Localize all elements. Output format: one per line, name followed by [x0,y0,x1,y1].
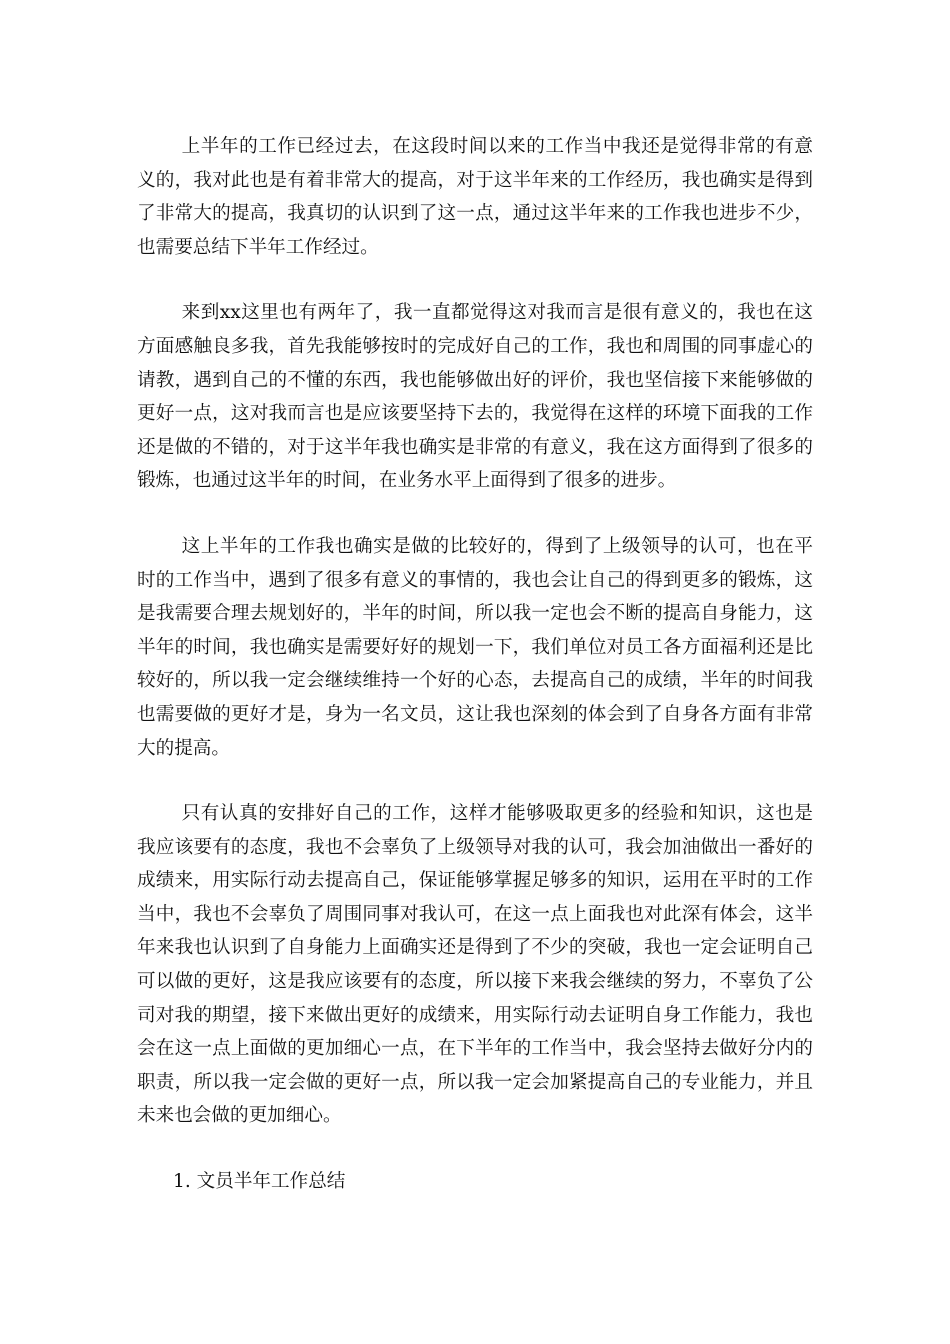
list-item-heading: 1. 文员半年工作总结 [173,1171,346,1193]
document-page [137,130,813,1199]
paragraph-3: 这上半年的工作我也确实是做的比较好的，得到了上级领导的认可，也在平时的工作当中，遇到了很多有意义的事情的，我也会让自己的得到更多的锻炼，这是我需要合理去规划好的，半年的时间，所以我一定也会不断的提高自身能力，这半年的时间，我也确实是需要好好的规划一下，我们单位对员工各方面福利还是比较好的，所以我一定会继续维持一个好的心态，去提高自己的成绩，半年的时间我也需要做的更好才是，身为一名文员，这让我也深刻的体会到了自身各方面有非常大的提高。 [137,535,813,759]
paragraph-1: 上半年的工作已经过去，在这段时间以来的工作当中我还是觉得非常的有意义的，我对此也是有着非常大的提高，对于这半年来的工作经历，我也确实是得到了非常大的提高，我真切的认识到了这一点，通过这半年来的工作我也进步不少，也需要总结下半年工作经过。 [137,136,813,258]
paragraph-4: 只有认真的安排好自己的工作，这样才能够吸取更多的经验和知识，这也是我应该要有的态度，我也不会辜负了上级领导对我的认可，我会加油做出一番好的成绩来，用实际行动去提高自己，保证能够掌握足够多的知识，运用在平时的工作当中，我也不会辜负了周围同事对我认可，在这一点上面我也对此深有体会，这半年来我也认识到了自身能力上面确实还是得到了不少的突破，我也一定会证明自己可以做的更好，这是我应该要有的态度，所以接下来我会继续的努力，不辜负了公司对我的期望，接下来做出更好的成绩来，用实际行动去证明自身工作能力，我也会在这一点上面做的更加细心一点，在下半年的工作当中，我会坚持去做好分内的职责，所以我一定会做的更好一点，所以我一定会加紧提高自己的专业能力，并且未来也会做的更加细心。 [137,803,813,1127]
paragraph-2: 来到xx这里也有两年了，我一直都觉得这对我而言是很有意义的，我也在这方面感触良多我，首先我能够按时的完成好自己的工作，我也和周围的同事虚心的请教，遇到自己的不懂的东西，我也能够做出好的评价，我也坚信接下来能够做的更好一点，这对我而言也是应该要坚持下去的，我觉得在这样的环境下面我的工作还是做的不错的，对于这半年我也确实是非常的有意义，我在这方面得到了很多的锻炼，也通过这半年的时间，在业务水平上面得到了很多的进步。 [137,302,813,492]
